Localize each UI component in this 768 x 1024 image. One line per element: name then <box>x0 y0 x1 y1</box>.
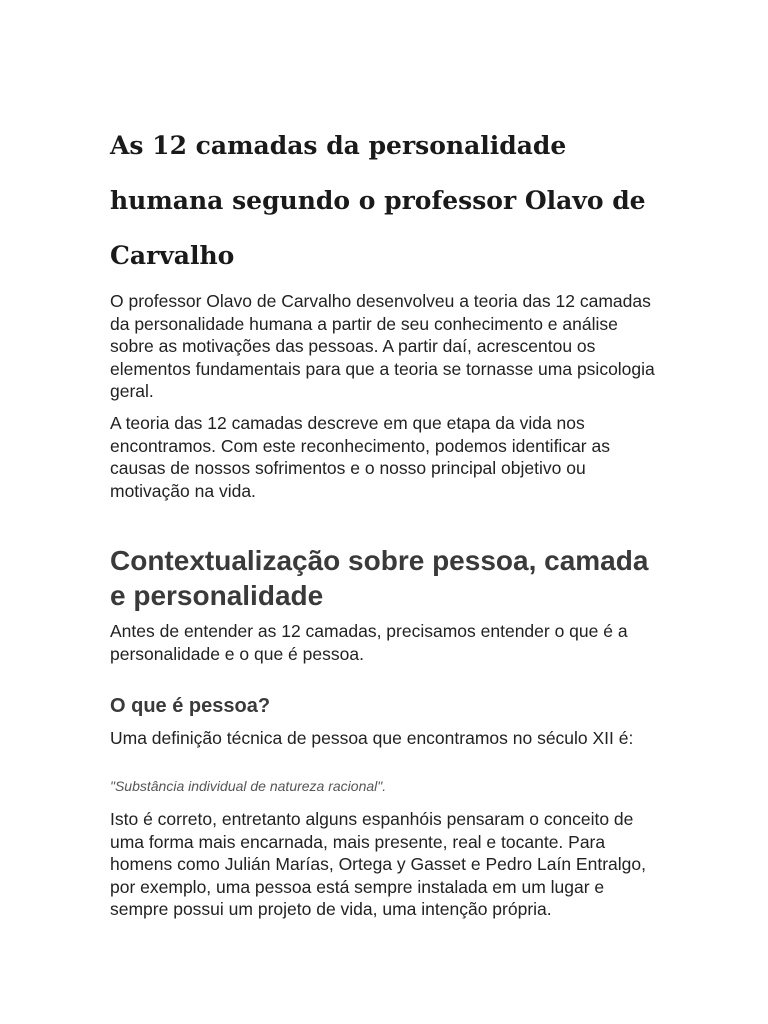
section-context-paragraph: Antes de entender as 12 camadas, precisamos entender o que é a personalidade e o que é pessoa. <box>110 621 628 664</box>
intro-paragraph-2: A teoria das 12 camadas descreve em que etapa da vida nos encontramos. Com este reconhecimento, podemos identificar as causas de nossos sofrimentos e o nosso principal objetivo ou motivação na vida. <box>110 413 610 501</box>
subsection-paragraph-definition: Uma definição técnica de pessoa que encontramos no século XII é: <box>110 728 634 748</box>
subsection-paragraph-spanish-thinkers: Isto é correto, entretanto alguns espanhóis pensaram o conceito de uma forma mais encarnada, mais presente, real e tocante. Para homens como Julián Marías, Ortega y Gasset e Pedro Laín Entralgo, por exemplo, uma pessoa está sempre instalada em um lugar e sempre possui um projeto de vida, uma intenção própria. <box>110 809 646 919</box>
section-heading-context: Contextualização sobre pessoa, camada e personalidade <box>110 545 649 611</box>
article-title: As 12 camadas da personalidade humana segundo o professor Olavo de Carvalho <box>110 131 646 270</box>
subsection-heading-what-is-person: O que é pessoa? <box>110 695 271 717</box>
definition-quote: "Substância individual de natureza racional". <box>110 778 387 794</box>
intro-paragraph-1: O professor Olavo de Carvalho desenvolveu a teoria das 12 camadas da personalidade humana a partir de seu conhecimento e análise sobre as motivações das pessoas. A partir daí, acrescentou os elementos fundamentais para que a teoria se tornasse uma psicologia geral. <box>110 291 655 401</box>
